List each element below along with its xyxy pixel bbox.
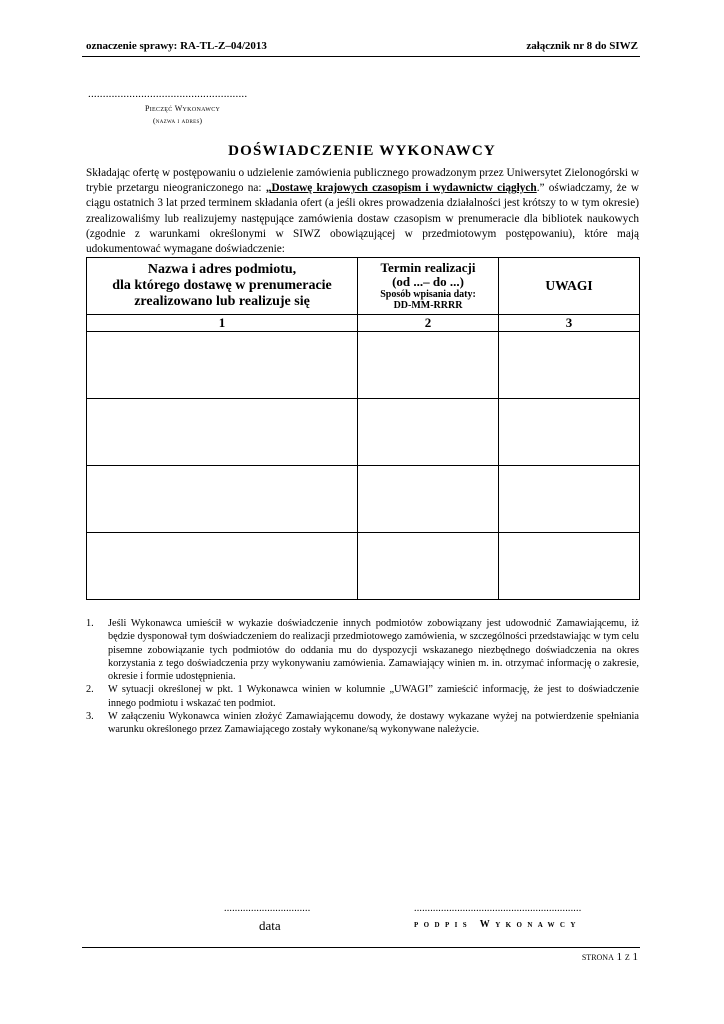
signature-dots: .............................................................. [414,903,582,914]
stamp-dots: ...................................................... [88,88,248,100]
table-row [87,399,640,466]
entity-cell[interactable] [87,399,358,466]
remarks-cell[interactable] [499,332,640,399]
term-cell[interactable] [358,466,499,533]
footnote-number: 1. [86,618,94,629]
footnote-item [86,710,639,737]
attachment-label: załącznik nr 8 do SIWZ [526,40,638,52]
footnote-text: W sytuacji określonej w pkt. 1 Wykonawca winien w kolumnie „UWAGI” zamieścić informację, że jest to doświadczenie innego podmiotu i wskazać ten podmiot. [108,684,639,709]
column-number: 3 [499,315,640,332]
term-cell[interactable] [358,399,499,466]
footnote-number: 3. [86,711,94,723]
column-number: 1 [87,315,358,332]
table-header-row [87,258,640,315]
col1-header-line: zrealizowano lub realizuje się [134,294,310,309]
stamp-sublabel: (nazwa i adres) [153,116,203,125]
col2-header-line: (od ...– do ...) [392,274,464,289]
experience-table [86,257,640,600]
page-title: DOŚWIADCZENIE WYKONAWCY [228,143,496,159]
page-number: strona 1 z 1 [581,951,638,963]
date-dots: ................................ [224,903,311,914]
entity-cell[interactable] [87,533,358,600]
signature-label: podpis Wykonawcy [414,919,581,930]
col2-header-line: Termin realizacji [380,260,476,275]
term-cell[interactable] [358,533,499,600]
column-header-remarks: UWAGI [499,258,640,315]
intro-subject: „Dostawę krajowych czasopism i wydawnictw ciągłych [265,182,537,195]
intro-before: Składając ofertę w postępowaniu o udzielenie zamówienia publicznego prowadzonym przez Uniwersytet Zielonogórski w trybie przetargu nieograniczonego na: [86,167,639,195]
footnote-number: 2. [86,684,94,696]
column-header-name [87,258,358,315]
col2-date-format: DD-MM-RRRR [393,300,463,311]
intro-after: .” oświadczamy, że w ciągu ostatnich 3 lat przed terminem składania ofert (a jeśli okres prowadzenia działalności jest krótszy to w tym okresie) zrealizowaliśmy lub realizujemy następujące zamówienia dostaw czasopism w prenumeracie dla bibliotek naukowych (zgodnie z warunkami określonymi w SIWZ obowiązującej w przedmiotowym postępowaniu), które mają udokumentować wymagane doświadczenie: [86,182,639,256]
date-label: data [259,918,281,933]
table-row [87,466,640,533]
entity-cell[interactable] [87,466,358,533]
remarks-cell[interactable] [499,466,640,533]
footer-divider [82,947,640,948]
case-reference: oznaczenie sprawy: RA-TL-Z–04/2013 [86,40,267,52]
footnote-text: W załączeniu Wykonawca winien złożyć Zamawiającemu dowody, że dostawy wykazane wyżej na potwierdzenie spełniania warunku określonego przez Zamawiającego zostały wykonane/są wykonywane należycie. [108,711,639,736]
term-cell[interactable] [358,332,499,399]
footnote-item [86,617,639,683]
column-number: 2 [358,315,499,332]
footnotes [86,617,639,737]
stamp-label: Pieczęć Wykonawcy [145,104,221,113]
col2-date-format-label: Sposób wpisania daty: [380,289,476,300]
intro-paragraph [86,166,639,257]
column-number-row [87,315,640,332]
table-row [87,332,640,399]
remarks-cell[interactable] [499,533,640,600]
remarks-cell[interactable] [499,399,640,466]
header-divider [82,56,640,57]
col1-header-line: dla którego dostawę w prenumeracie [112,278,332,293]
footnote-item [86,683,639,710]
footnote-text: Jeśli Wykonawca umieścił w wykazie doświadczenie innych podmiotów zobowiązany jest udowodnić Zamawiającemu, iż będzie dysponował tym doświadczeniem do realizacji przedmiotowego zamówienia, w szczególności przedstawiając w tym celu pisemne zobowiązanie tych podmiotów do oddania mu do dyspozycji wskazanego niezbędnego doświadczenia na okres korzystania z tego doświadczenia przy wykonywaniu zamówienia. Zamawiający winien m. in. otrzymać informację o zakresie, okresie i formie udostępnienia. [108,618,639,683]
entity-cell[interactable] [87,332,358,399]
col1-header-line: Nazwa i adres podmiotu, [147,262,297,277]
column-header-term [358,258,499,315]
table-row [87,533,640,600]
